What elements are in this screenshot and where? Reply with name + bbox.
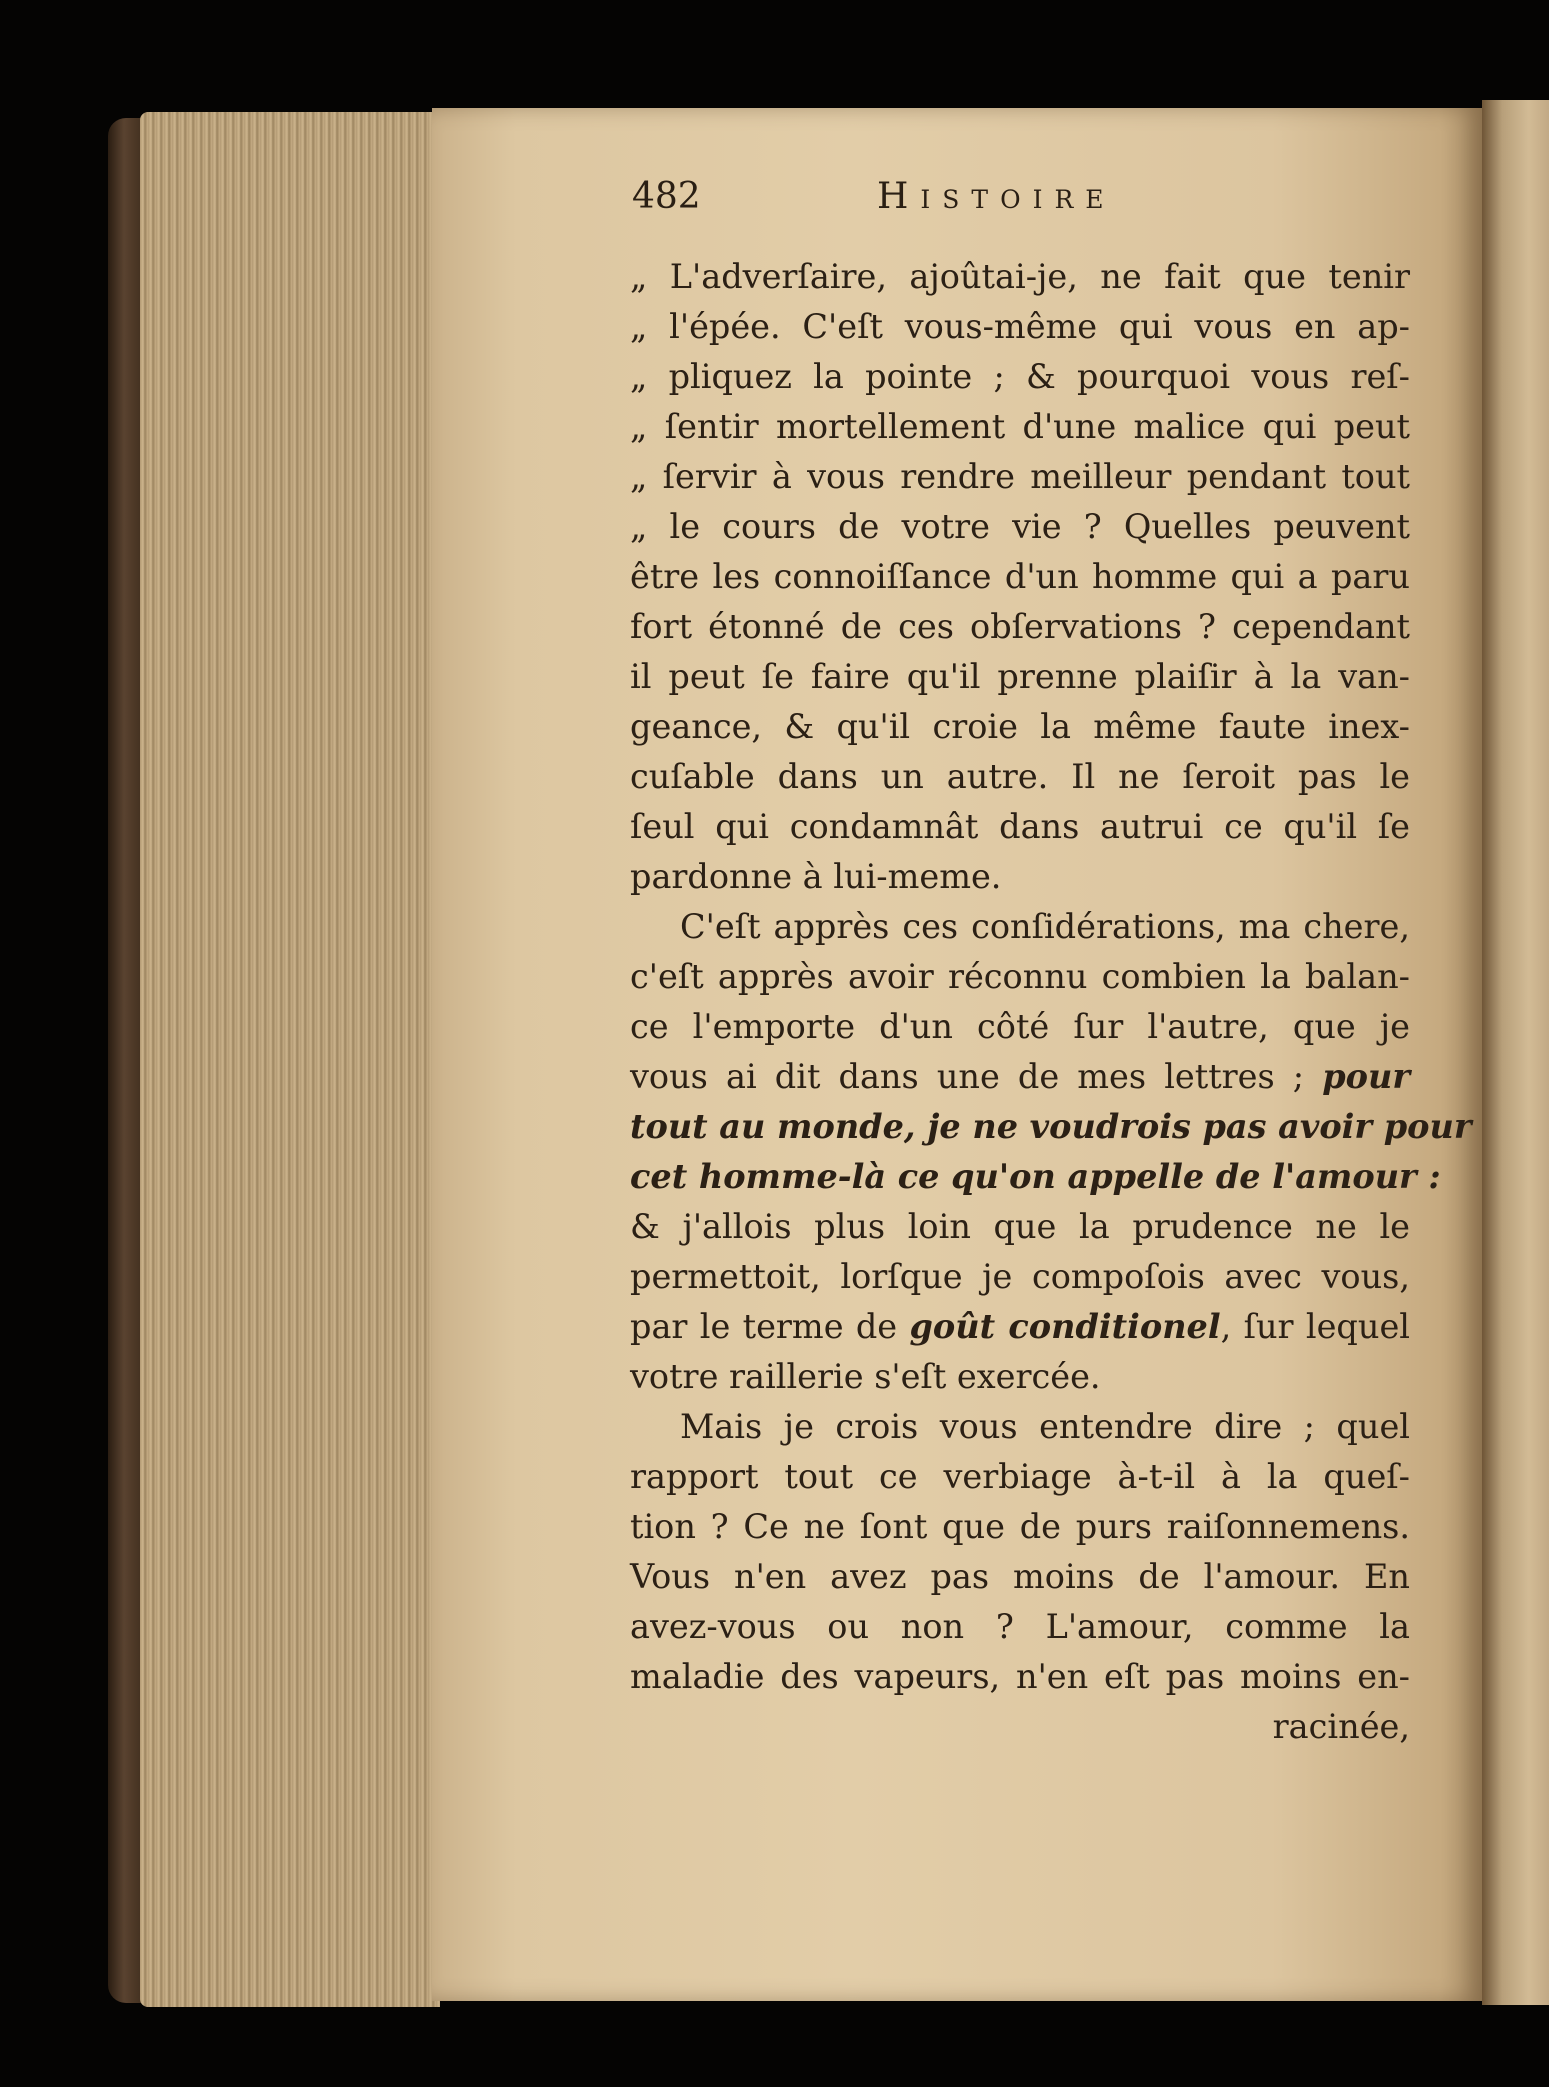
- text-line: pardonne à lui-meme.: [630, 857, 1002, 896]
- text-line: fort étonné de ces obſervations ? cependant: [630, 607, 1410, 646]
- page-header: [632, 176, 1412, 226]
- catchword: racinée,: [1272, 1707, 1410, 1746]
- text-line: C'eſt apprès ces conſidérations, ma chere,: [680, 907, 1410, 946]
- text-line: avez-vous ou non ? L'amour, comme la: [630, 1607, 1410, 1646]
- text-line: ce l'emporte d'un côté ſur l'autre, que je: [630, 1007, 1410, 1046]
- text-line: permettoit, lorſque je compoſois avec vous,: [630, 1257, 1410, 1296]
- text-line: il peut ſe faire qu'il prenne plaiſir à la van-: [630, 657, 1410, 696]
- text-line: „ pliquez la pointe ; & pourquoi vous reſ-: [630, 357, 1410, 396]
- text-line: tout au monde, je ne voudrois pas avoir pour: [630, 1107, 1472, 1146]
- page-edges: [140, 112, 440, 2007]
- text-line: Vous n'en avez pas moins de l'amour. En: [630, 1557, 1410, 1596]
- running-title: Histoire: [877, 176, 1116, 217]
- text-line: rapport tout ce verbiage à-t-il à la queſ-: [630, 1457, 1410, 1496]
- text-line: & j'allois plus loin que la prudence ne le: [630, 1207, 1410, 1246]
- body-text: [630, 252, 1472, 1752]
- text-line: votre raillerie s'eſt exercée.: [630, 1357, 1101, 1396]
- page-number: 482: [632, 176, 701, 217]
- text-line: tion ? Ce ne ſont que de purs raiſonnemens.: [630, 1507, 1410, 1546]
- text-line: „ l'épée. C'eſt vous-même qui vous en ap-: [630, 307, 1410, 346]
- text-line: Mais je crois vous entendre dire ; quel: [680, 1407, 1410, 1446]
- text-line: „ ſentir mortellement d'une malice qui peut: [630, 407, 1410, 446]
- text-line: geance, & qu'il croie la même faute inex-: [630, 707, 1410, 746]
- text-line: maladie des vapeurs, n'en eſt pas moins en-: [630, 1657, 1410, 1696]
- text-line: être les connoiſſance d'un homme qui a paru: [630, 557, 1410, 596]
- text-line: vous ai dit dans une de mes lettres ; pour: [630, 1057, 1410, 1096]
- text-line: cet homme-là ce qu'on appelle de l'amour :: [630, 1157, 1441, 1196]
- text-line: ſeul qui condamnât dans autrui ce qu'il ſe: [630, 807, 1410, 846]
- text-line: par le terme de goût conditionel, ſur lequel: [630, 1307, 1410, 1346]
- text-line: „ ſervir à vous rendre meilleur pendant tout: [630, 457, 1410, 496]
- text-line: c'eſt apprès avoir réconnu combien la balan-: [630, 957, 1410, 996]
- text-line: „ le cours de votre vie ? Quelles peuvent: [630, 507, 1410, 546]
- text-line: cuſable dans un autre. Il ne ſeroit pas le: [630, 757, 1410, 796]
- facing-page-edge: [1482, 100, 1549, 2005]
- text-line: „ L'adverſaire, ajoûtai-je, ne fait que tenir: [630, 257, 1410, 296]
